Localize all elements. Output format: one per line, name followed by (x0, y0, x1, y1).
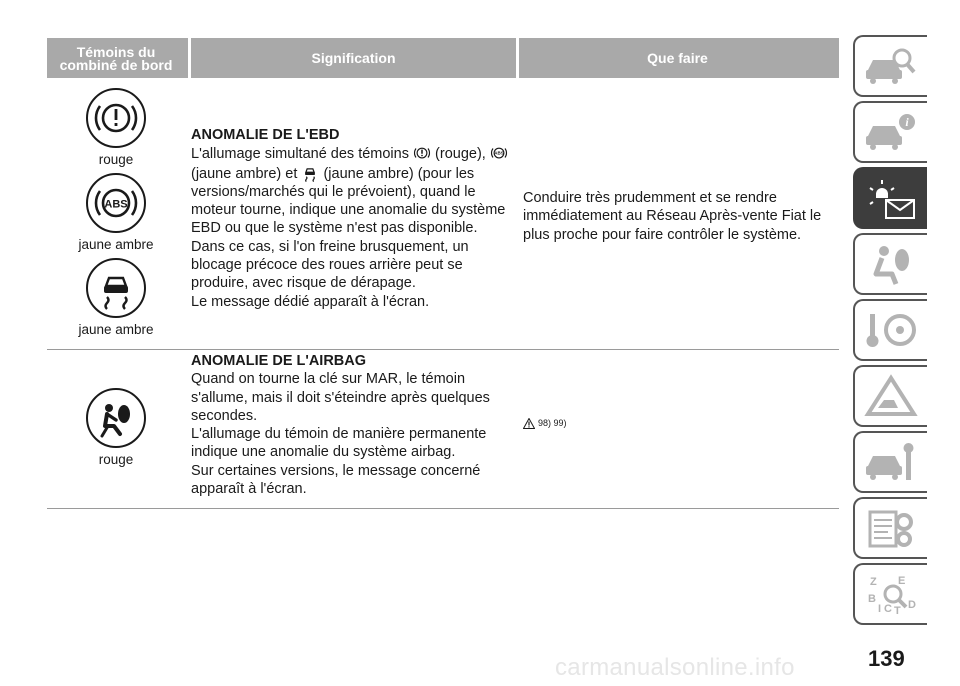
tab-index[interactable] (853, 563, 927, 625)
meaning-cell (185, 78, 519, 349)
header-action: Que faire (516, 38, 836, 78)
tab-starting-driving[interactable] (853, 299, 927, 361)
abs-icon (86, 173, 146, 233)
meaning-text (191, 144, 519, 237)
svg-text:D: D (908, 599, 916, 611)
section-heading: ANOMALIE DE L'EBD (191, 127, 340, 143)
action-refs-text: 98) 99) (538, 418, 567, 428)
car-wrench-icon (862, 440, 920, 484)
airbag-icon (86, 388, 146, 448)
brake-warning-icon (413, 144, 431, 162)
watermark: carmanualsonline.info (555, 654, 795, 681)
tab-car-info[interactable] (853, 101, 927, 163)
svg-text:C: C (884, 603, 892, 615)
header-lamps-line2: combiné de bord (59, 57, 173, 73)
lamp-color-label: rouge (98, 152, 134, 167)
table-header (47, 38, 839, 78)
meaning-text-part: (jaune ambre) (pour les versions/marchés qui le prévoient), quand le moteur tourne, indique une anomalie du système EBD ou que le système n'est pas disponible. (191, 165, 506, 237)
car-search-icon (862, 44, 920, 88)
page-number: 139 (868, 646, 905, 671)
abs-icon (490, 144, 508, 162)
seat-airbag-icon (862, 242, 920, 286)
lamp-cell (47, 78, 185, 349)
meaning-text: Quand on tourne la clé sur MAR, le témoin s'allume, mais il doit s'éteindre après quelques secondes. (191, 371, 490, 424)
brake-warning-icon (86, 88, 146, 148)
svg-text:ABS: ABS (104, 198, 128, 211)
emergency-triangle-icon (862, 374, 920, 418)
chapter-tabs (853, 35, 927, 629)
header-meaning: Signification (188, 38, 516, 78)
meaning-text-part: L'allumage simultané des témoins (191, 146, 409, 163)
action-refs (523, 414, 839, 432)
tab-technical-data[interactable] (853, 497, 927, 559)
lamp-cell (47, 350, 185, 508)
meaning-text: Sur certaines versions, le message concerné apparaît à l'écran. (191, 462, 481, 498)
warning-light-message-icon (862, 176, 920, 220)
warning-triangle-icon (523, 418, 535, 429)
meaning-text: Le message dédié apparaît à l'écran. (191, 293, 430, 310)
svg-text:ABS: ABS (494, 150, 504, 156)
esc-skid-icon (301, 164, 319, 182)
tab-car-search[interactable] (853, 35, 927, 97)
lamp-color-label: jaune ambre (78, 322, 154, 337)
key-steering-wheel-icon (862, 308, 920, 352)
table-row (47, 78, 839, 350)
svg-text:I: I (878, 603, 882, 615)
warning-lights-table (47, 38, 839, 509)
tab-maintenance[interactable] (853, 431, 927, 493)
tab-safety[interactable] (853, 233, 927, 295)
table-row (47, 350, 839, 509)
section-heading: ANOMALIE DE L'AIRBAG (191, 353, 367, 369)
meaning-text: Dans ce cas, si l'on freine brusquement, un blocage précoce des roues arrière peut se produire, avec risque de dérapage. (191, 238, 469, 292)
esc-skid-icon (86, 258, 146, 318)
svg-text:E: E (898, 575, 906, 587)
car-info-icon (862, 110, 920, 154)
lamp-color-label: rouge (98, 452, 134, 467)
meaning-text-part: (rouge), (435, 146, 486, 163)
action-cell (519, 350, 839, 508)
action-cell (519, 78, 839, 349)
header-lamps (47, 38, 185, 78)
meaning-cell (185, 350, 519, 508)
svg-text:i: i (905, 115, 909, 129)
tab-emergency[interactable] (853, 365, 927, 427)
lamp-color-label: jaune ambre (78, 237, 154, 252)
alphabetical-index-icon (862, 572, 920, 616)
svg-text:T: T (894, 605, 901, 616)
specs-gear-icon (862, 506, 920, 550)
meaning-text: L'allumage du témoin de manière permanente indique une anomalie du système airbag. (191, 426, 487, 461)
svg-text:Z: Z (870, 576, 877, 588)
header-lamps-line1: Témoins du (76, 44, 156, 60)
tab-warning-lights[interactable] (853, 167, 927, 229)
action-text: Conduire très prudemment et se rendre immédiatement au Réseau Après-vente Fiat le plus proche pour faire contrôler le système. (523, 190, 822, 243)
meaning-text-part: (jaune ambre) et (191, 165, 298, 182)
svg-text:B: B (868, 593, 876, 605)
